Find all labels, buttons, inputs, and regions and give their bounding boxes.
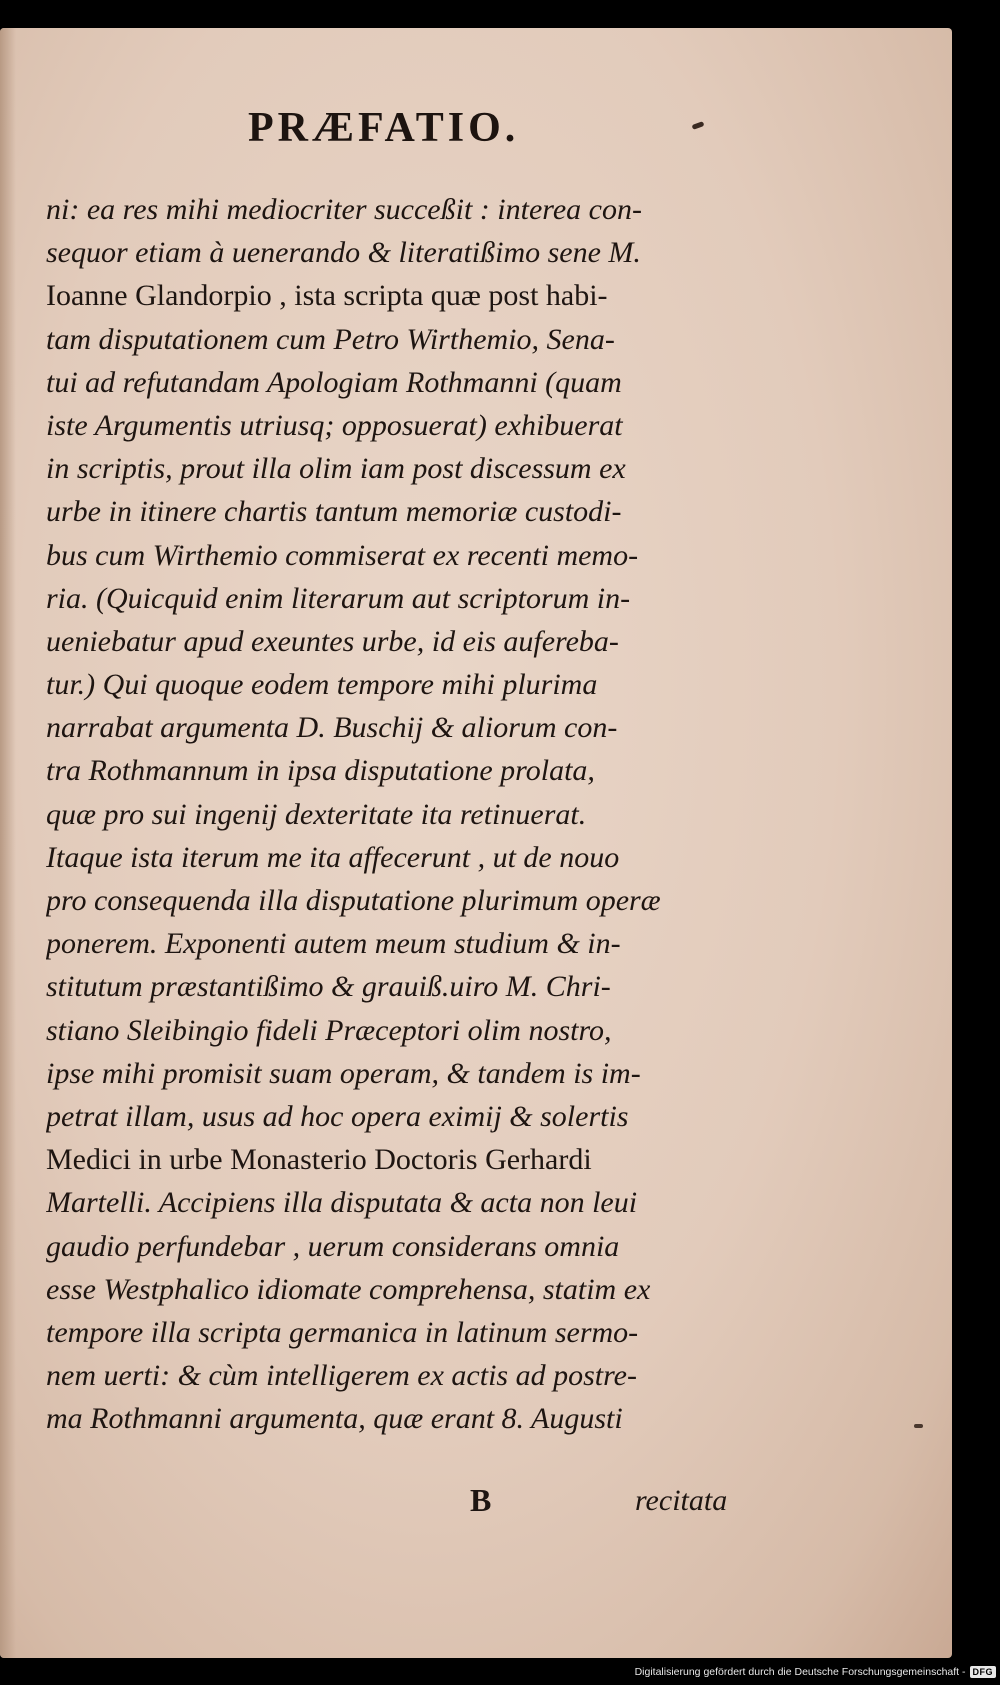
text-line: ni: ea res mihi mediocriter succeßit : interea con- xyxy=(46,193,642,226)
text-line: tur.) Qui quoque eodem tempore mihi plurima xyxy=(46,668,598,702)
running-head: PRÆFATIO. xyxy=(248,105,520,151)
text-line: Itaque ista iterum me ita affecerunt , ut de nouo xyxy=(46,840,620,874)
text-line: stitutum præstantißimo & grauiß.uiro M. Chri- xyxy=(46,970,611,1004)
text-line: iste Argumentis utriusq; opposuerat) exhibuerat xyxy=(46,408,623,442)
signature-mark: B xyxy=(470,1482,492,1518)
catchword: recitata xyxy=(635,1484,728,1517)
body-text xyxy=(46,188,756,1440)
text-line: Ioanne Glandorpio , ista scripta quæ post habi- xyxy=(46,279,608,313)
text-line: ipse mihi promisit suam operam, & tandem is im- xyxy=(46,1056,641,1090)
text-line: quæ pro sui ingenij dexteritate ita retinuerat. xyxy=(46,797,587,831)
ink-mark xyxy=(692,121,705,130)
text-line: petrat illam, usus ad hoc opera eximij & solertis xyxy=(46,1099,629,1133)
text-line: ueniebatur apud exeuntes urbe, id eis aufereba- xyxy=(46,624,619,658)
footer xyxy=(635,1661,996,1683)
text-line: in scriptis, prout illa olim iam post discessum ex xyxy=(46,452,626,486)
text-line: ma Rothmanni argumenta, quæ erant 8. Augusti xyxy=(46,1402,623,1436)
text-line: tra Rothmannum in ipsa disputatione prolata, xyxy=(46,754,595,788)
dfg-logo-icon: DFG xyxy=(970,1666,997,1678)
text-line: Martelli. Accipiens illa disputata & acta non leui xyxy=(46,1186,638,1220)
footer-credit: Digitalisierung gefördert durch die Deutsche Forschungsgemeinschaft - xyxy=(634,1666,966,1678)
text-line: tam disputationem cum Petro Wirthemio, Sena- xyxy=(46,322,615,356)
text-line: tempore illa scripta germanica in latinum sermo- xyxy=(46,1315,639,1349)
text-line: bus cum Wirthemio commiserat ex recenti memo- xyxy=(46,538,639,572)
ink-mark xyxy=(914,1424,923,1428)
text-line: gaudio perfundebar , uerum considerans omnia xyxy=(46,1229,620,1263)
book-page xyxy=(0,28,952,1658)
text-line: sequor etiam à uenerando & literatißimo sene M. xyxy=(46,236,641,270)
text-line: esse Westphalico idiomate comprehensa, statim ex xyxy=(46,1272,651,1306)
text-line: ria. (Quicquid enim literarum aut scriptorum in- xyxy=(46,581,631,615)
text-line: tui ad refutandam Apologiam Rothmanni (quam xyxy=(46,365,622,399)
text-line: Medici in urbe Monasterio Doctoris Gerhardi xyxy=(46,1143,592,1177)
text-line: stiano Sleibingio fideli Præceptori olim nostro, xyxy=(46,1013,612,1047)
text-line: pro consequenda illa disputatione plurimum operæ xyxy=(46,884,661,917)
text-line: urbe in itinere chartis tantum memoriæ custodi- xyxy=(46,495,622,529)
text-line: narrabat argumenta D. Buschij & aliorum con- xyxy=(46,711,618,745)
text-line: nem uerti: & cùm intelligerem ex actis ad postre- xyxy=(46,1359,637,1393)
text-line: ponerem. Exponenti autem meum studium & in- xyxy=(46,927,621,961)
